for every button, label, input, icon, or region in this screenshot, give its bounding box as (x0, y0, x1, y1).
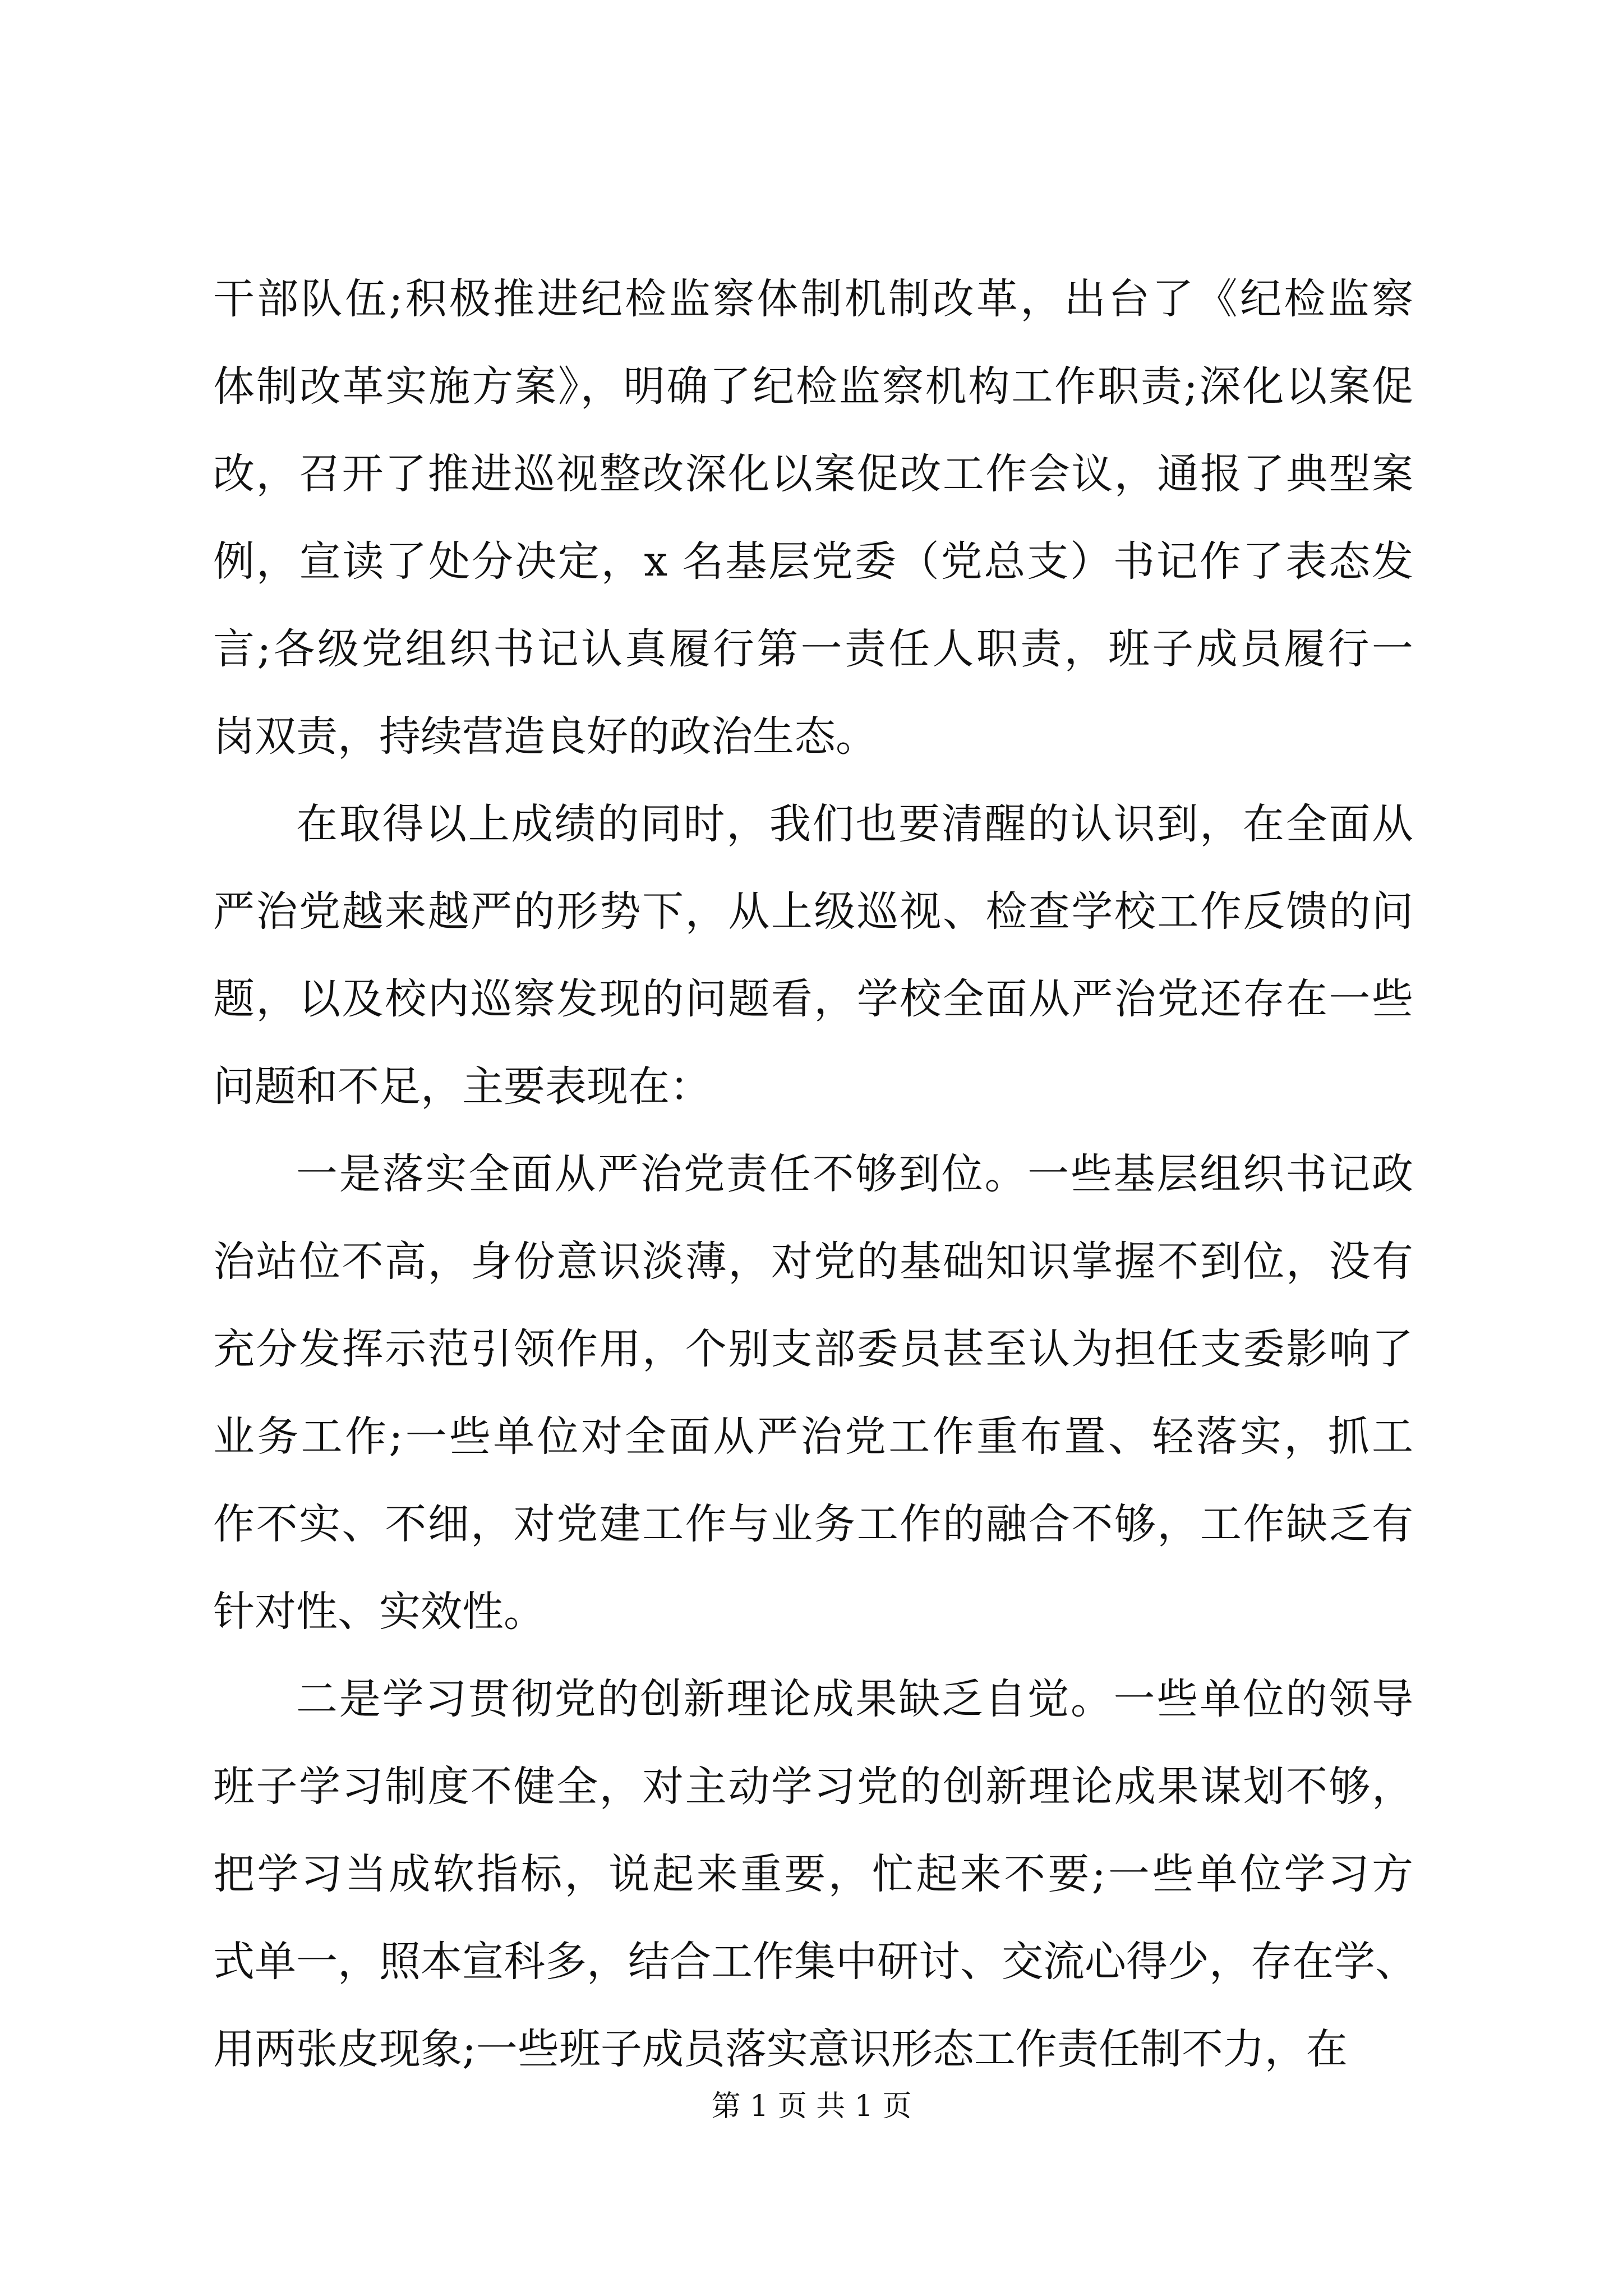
text-line: 一是落实全面从严治党责任不够到位。一些基层组织书记政 (296, 1150, 1413, 1198)
paragraph (213, 1655, 1417, 2093)
text-line: 把学习当成软指标，说起来重要，忙起来不要;一些单位学习方 (213, 1850, 1413, 1898)
text-line: 言;各级党组织书记认真履行第一责任人职责，班子成员履行一 (213, 625, 1413, 673)
text-line: 体制改革实施方案》，明确了纪检监察机构工作职责;深化以案促 (213, 362, 1413, 411)
text-line: 严治党越来越严的形势下，从上级巡视、检查学校工作反馈的问 (213, 887, 1413, 936)
text-line: 充分发挥示范引领作用，个别支部委员甚至认为担任支委影响了 (213, 1325, 1413, 1373)
document-body (213, 255, 1417, 2093)
text-line: 用两张皮现象;一些班子成员落实意识形态工作责任制不力，在 (213, 2025, 1348, 2073)
text-line: 班子学习制度不健全，对主动学习党的创新理论成果谋划不够， (213, 1763, 1413, 1811)
text-line: 在取得以上成绩的同时，我们也要清醒的认识到，在全面从 (296, 800, 1413, 848)
page-footer: 第 1 页 共 1 页 (711, 2090, 912, 2123)
text-line: 治站位不高，身份意识淡薄，对党的基础知识掌握不到位，没有 (213, 1237, 1413, 1286)
text-line: 业务工作;一些单位对全面从严治党工作重布置、轻落实，抓工 (213, 1412, 1413, 1461)
paragraph (213, 780, 1413, 1130)
text-line: 问题和不足，主要表现在： (213, 1062, 711, 1111)
text-line: 例，宣读了处分决定，x 名基层党委（党总支）书记作了表态发 (213, 537, 1413, 586)
text-line: 二是学习贯彻党的创新理论成果缺乏自觉。一些单位的领导 (296, 1675, 1413, 1723)
text-line: 式单一，照本宣科多，结合工作集中研讨、交流心得少，存在学、 (213, 1938, 1417, 1986)
text-line: 针对性、实效性。 (213, 1588, 545, 1636)
paragraph (213, 1130, 1413, 1655)
text-line: 干部队伍;积极推进纪检监察体制机制改革，出台了《纪检监察 (213, 275, 1413, 323)
paragraph (213, 255, 1413, 780)
text-line: 改，召开了推进巡视整改深化以案促改工作会议，通报了典型案 (213, 450, 1413, 498)
text-line: 岗双责，持续营造良好的政治生态。 (213, 712, 877, 761)
text-line: 题，以及校内巡察发现的问题看，学校全面从严治党还存在一些 (213, 975, 1413, 1023)
text-line: 作不实、不细，对党建工作与业务工作的融合不够，工作缺乏有 (213, 1500, 1413, 1548)
